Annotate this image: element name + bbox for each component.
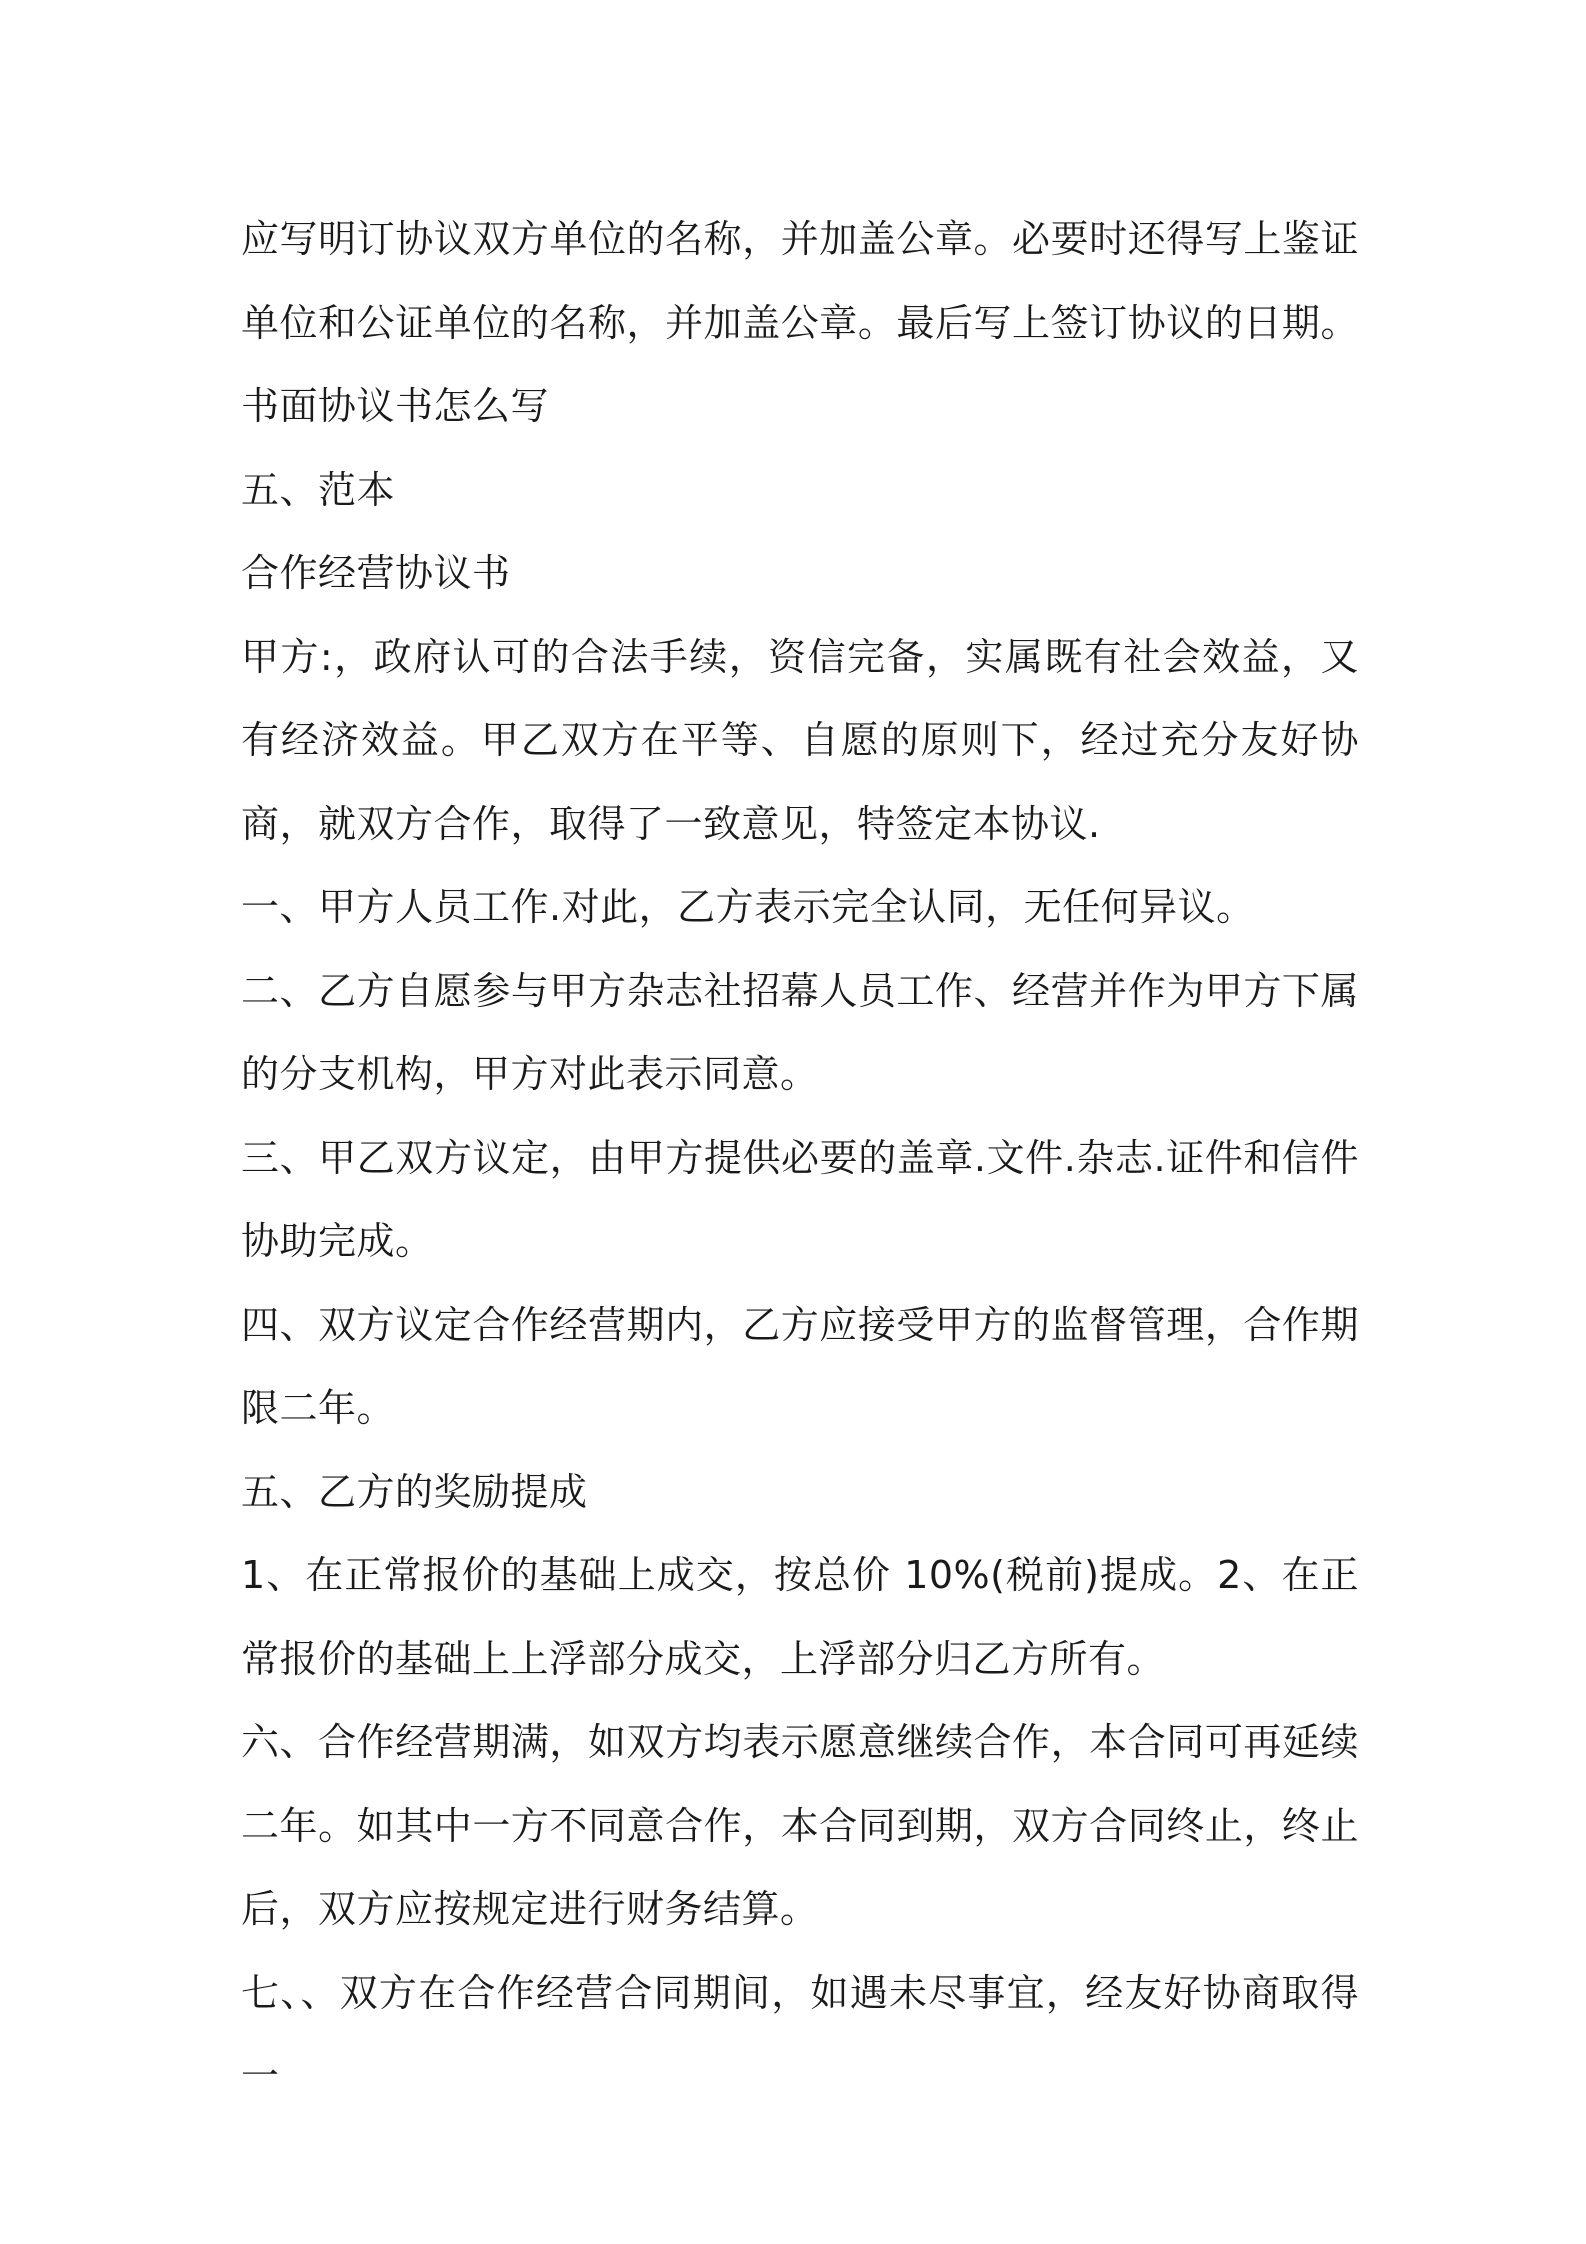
clause-7: 七、、双方在合作经营合同期间，如遇未尽事宜，经友好协商取得一 <box>241 1970 1359 2098</box>
clause-4: 四、双方议定合作经营期内，乙方应接受甲方的监督管理，合作期限二年。 <box>241 1302 1359 1430</box>
clause-3: 三、甲乙双方议定，由甲方提供必要的盖章.文件.杂志.证件和信件协助完成。 <box>241 1135 1359 1263</box>
paragraph-intro: 应写明订协议双方单位的名称，并加盖公章。必要时还得写上鉴证单位和公证单位的名称，并加盖公章。最后写上签订协议的日期。书面协议书怎么写 <box>241 217 1359 428</box>
clause-5-heading: 五、乙方的奖励提成 <box>241 1469 588 1514</box>
section-heading-sample: 五、范本 <box>241 467 396 512</box>
agreement-title: 合作经营协议书 <box>241 551 511 595</box>
clause-6: 六、合作经营期满，如双方均表示愿意继续合作，本合同可再延续二年。如其中一方不同意合作，本合同到期，双方合同终止，终止后，双方应按规定进行财务结算。 <box>241 1720 1359 1931</box>
clause-2: 二、乙方自愿参与甲方杂志社招幕人员工作、经营并作为甲方下属的分支机构，甲方对此表示同意。 <box>241 968 1359 1096</box>
document-body <box>241 198 1359 2119</box>
clause-1: 一、甲方人员工作.对此，乙方表示完全认同，无任何异议。 <box>241 885 1255 929</box>
paragraph-party-a: 甲方:，政府认可的合法手续，资信完备，实属既有社会效益，又有经济效益。甲乙双方在平等、自愿的原则下，经过充分友好协商，就双方合作，取得了一致意见，特签定本协议. <box>241 634 1359 846</box>
clause-5-details: 1、在正常报价的基础上成交，按总价 10%(税前)提成。2、在正常报价的基础上上浮部分成交，上浮部分归乙方所有。 <box>241 1553 1359 1681</box>
